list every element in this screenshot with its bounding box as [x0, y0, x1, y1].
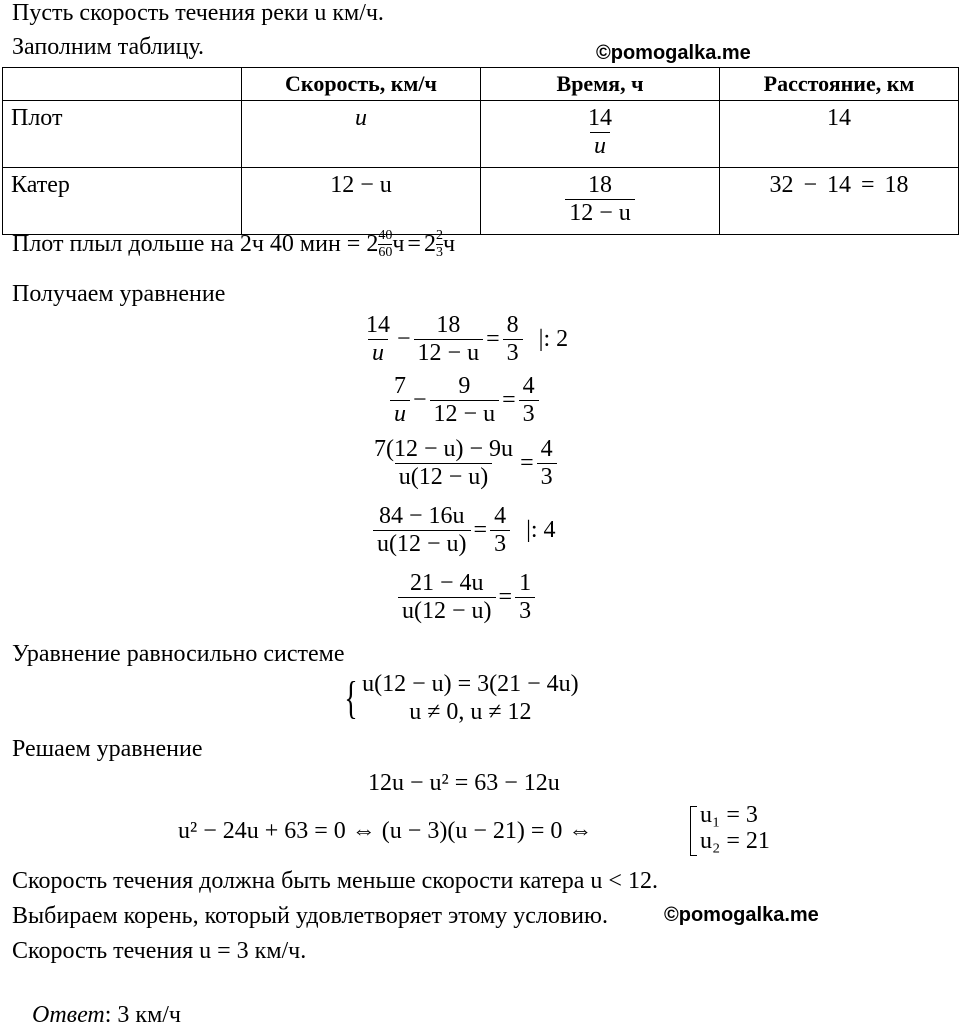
table-header-row [3, 68, 959, 101]
raft-longer-line [12, 228, 455, 261]
row-label: Катер [3, 168, 242, 235]
fraction-denominator: u [390, 400, 410, 428]
fraction [490, 503, 510, 558]
fraction-denominator: 3 [537, 463, 557, 491]
distance-cell: 14 [720, 101, 959, 168]
intro-line: Пусть скорость течения реки u км/ч. [12, 0, 384, 26]
row-label: Плот [3, 101, 242, 168]
table-header: Время, ч [481, 68, 720, 101]
fraction-denominator: 60 [378, 245, 393, 260]
condition-line: Скорость течения должна быть меньше скорости катера u < 12. [12, 868, 658, 894]
time-cell [481, 168, 720, 235]
fill-table-line: Заполним таблицу. [12, 34, 205, 60]
fraction-numerator: 18 [436, 312, 461, 338]
minus-sign: − [397, 326, 411, 352]
answer-line [32, 1002, 181, 1029]
fraction-numerator: 9 [458, 373, 471, 399]
fraction-numerator: 18 [587, 172, 612, 198]
fraction-numerator: 4 [494, 503, 507, 529]
factored-line: u² − 24u + 63 = 0 ⇔ (u − 3)(u − 21) = 0 ⇔ [178, 818, 593, 844]
equals-sign: = [407, 231, 421, 257]
equals-sign: = [498, 584, 513, 610]
fraction [414, 312, 484, 367]
fraction-denominator: u(12 − u) [398, 597, 496, 625]
system-lines [362, 670, 579, 726]
brace: { [344, 672, 358, 723]
fraction-numerator: 84 − 16u [378, 503, 465, 529]
fraction [503, 312, 523, 367]
fraction-numerator: 4 [522, 373, 535, 399]
fraction [370, 436, 517, 491]
speed-cell: u [242, 101, 481, 168]
fraction-numerator: 2 [435, 228, 443, 243]
fraction-numerator: 8 [506, 312, 519, 338]
hours-unit: ч [392, 231, 405, 257]
fraction [398, 570, 496, 625]
system-line: u ≠ 0, u ≠ 12 [409, 699, 532, 725]
answer-label: Ответ [32, 1002, 105, 1028]
equals-sign: = [520, 450, 534, 476]
choose-root-line: Выбираем корень, который удовлетворяет этому условию. [12, 903, 608, 929]
fraction-numerator: 40 [378, 228, 393, 243]
division-note: |: 4 [526, 517, 556, 543]
fraction-denominator: 3 [435, 245, 443, 260]
fraction-denominator: u [590, 132, 610, 160]
fraction-denominator: 12 − u [565, 199, 635, 227]
division-note: |: 2 [538, 326, 569, 352]
fraction-denominator: u [368, 339, 388, 367]
root-bracket [690, 806, 697, 856]
fraction-numerator: 14 [588, 105, 612, 131]
fraction [362, 312, 394, 367]
equation-2 [390, 373, 539, 428]
table-row [3, 101, 959, 168]
fraction-numerator: 7 [394, 373, 406, 399]
table-row [3, 168, 959, 235]
quadratic-line: 12u − u² = 63 − 12u [368, 770, 560, 796]
watermark-bottom: ©pomogalka.me [664, 904, 819, 926]
time-fraction [584, 105, 616, 160]
mixed-fraction-1 [378, 228, 392, 261]
equation-4 [373, 503, 556, 558]
root-1: u₁ = 3 [700, 802, 758, 828]
roots [700, 802, 770, 854]
fraction [430, 373, 500, 428]
equation-3 [370, 436, 557, 491]
root-2: u₂ = 21 [700, 828, 770, 854]
fraction-denominator: u(12 − u) [373, 530, 471, 558]
raft-longer-text: Плот плыл дольше на 2ч 40 мин = 2 [12, 231, 379, 257]
data-table [2, 67, 959, 235]
equivalent-system-line: Уравнение равносильно системе [12, 641, 345, 667]
fraction-numerator: 4 [540, 436, 553, 462]
fraction-denominator: 3 [503, 339, 523, 367]
whole-part: 2 [423, 231, 436, 257]
fraction-numerator: 21 − 4u [409, 570, 484, 596]
distance-cell: 32 − 14 = 18 [720, 168, 959, 235]
system [340, 670, 579, 726]
table-header: Скорость, км/ч [242, 68, 481, 101]
system-line: u(12 − u) = 3(21 − 4u) [362, 671, 579, 697]
fraction-denominator: 12 − u [414, 339, 484, 367]
fraction [519, 373, 539, 428]
time-cell [481, 101, 720, 168]
equation-1 [362, 312, 568, 367]
fraction-denominator: 3 [515, 597, 535, 625]
watermark-top: ©pomogalka.me [596, 42, 751, 64]
mixed-fraction-2 [436, 228, 443, 261]
equals-sign: = [473, 517, 488, 543]
current-speed-line: Скорость течения u = 3 км/ч. [12, 938, 307, 964]
equation-5 [398, 570, 535, 625]
fraction-denominator: 3 [490, 530, 510, 558]
equals-sign: = [486, 326, 500, 352]
fraction-numerator: 14 [366, 312, 390, 338]
fraction [515, 570, 535, 625]
fraction-numerator: 7(12 − u) − 9u [374, 436, 514, 462]
get-equation-line: Получаем уравнение [12, 281, 226, 307]
fraction [373, 503, 471, 558]
minus-sign: − [413, 387, 427, 413]
fraction-denominator: u(12 − u) [395, 463, 493, 491]
fraction [537, 436, 557, 491]
fraction-denominator: 12 − u [430, 400, 500, 428]
fraction-numerator: 1 [519, 570, 532, 596]
fraction-denominator: 3 [519, 400, 539, 428]
speed-cell: 12 − u [242, 168, 481, 235]
equals-sign: = [502, 387, 516, 413]
time-fraction [565, 172, 635, 227]
hours-unit: ч [442, 231, 456, 257]
fraction [390, 373, 410, 428]
table-header: Расстояние, км [720, 68, 959, 101]
table-header [3, 68, 242, 101]
solve-equation-line: Решаем уравнение [12, 736, 203, 762]
answer-value: : 3 км/ч [104, 1002, 182, 1028]
